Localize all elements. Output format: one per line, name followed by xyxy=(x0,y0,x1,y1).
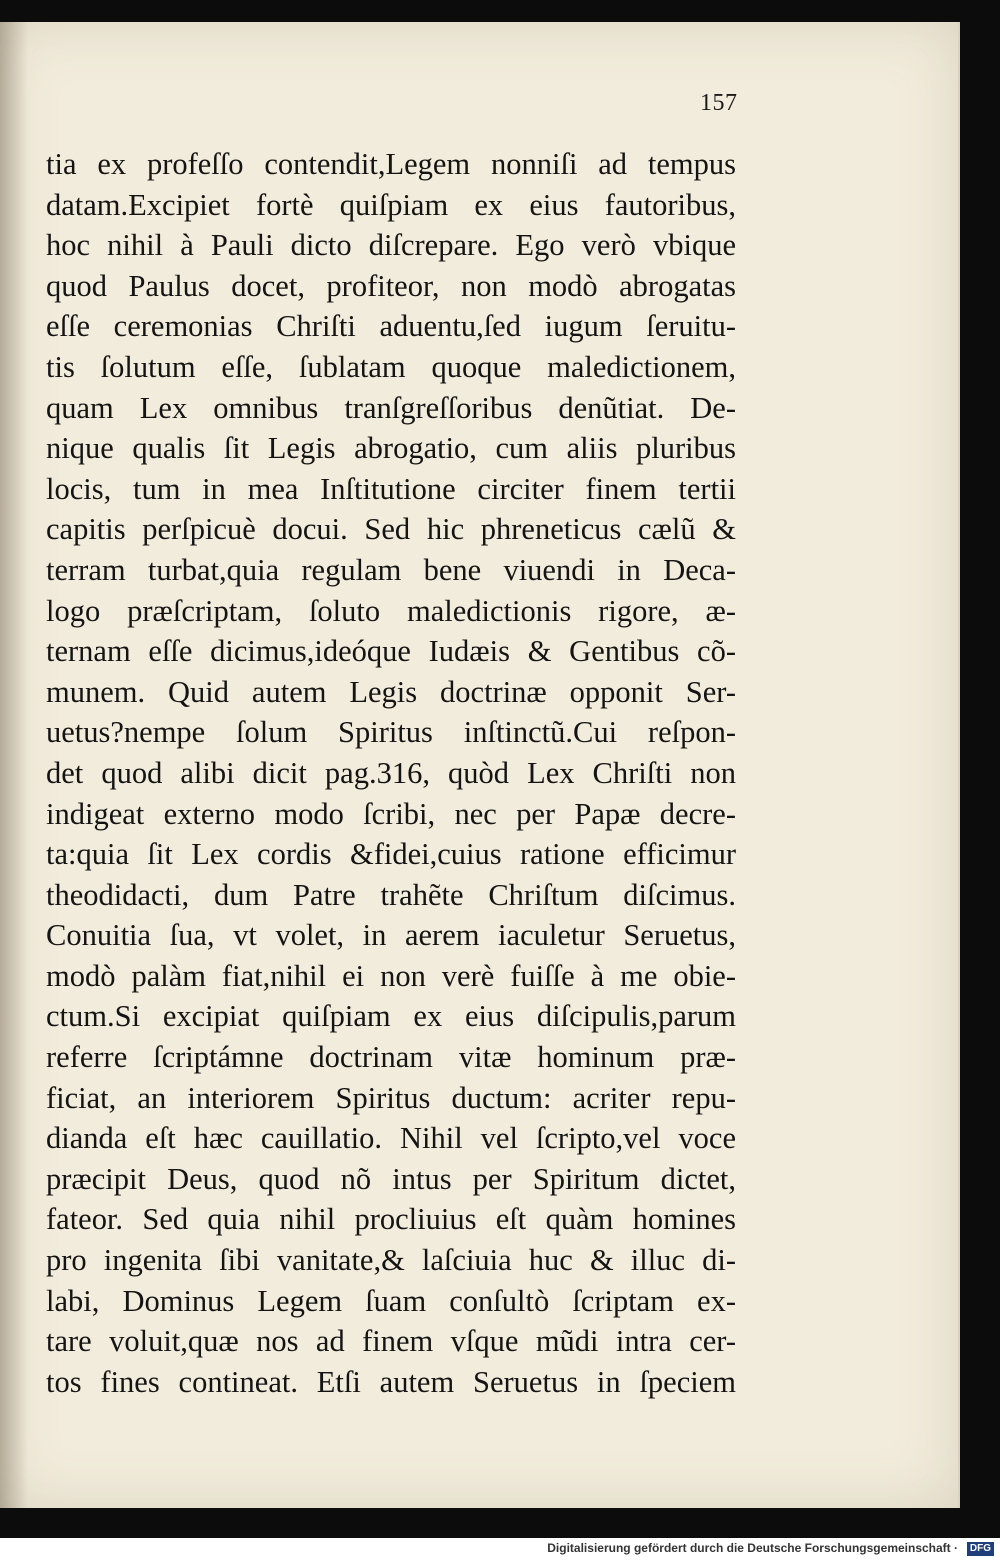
text-line: pro ingenita ſibi vanitate,& laſciuia huc & illuc di- xyxy=(46,1243,736,1278)
text-line: præcipit Deus, quod nõ intus per Spiritum dictet, xyxy=(46,1161,736,1196)
text-line: logo præſcriptam, ſoluto maledictionis rigore, æ- xyxy=(46,593,736,628)
text-line: theodidacti, dum Patre trahẽte Chriſtum diſcimus. xyxy=(46,877,736,912)
text-line: nique qualis ſit Legis abrogatio, cum aliis pluribus xyxy=(46,431,736,466)
footer-bar xyxy=(0,1538,1000,1560)
text-line: dianda eſt hæc cauillatio. Nihil vel ſcripto,vel voce xyxy=(46,1121,736,1156)
text-line: referre ſcriptámne doctrinam vitæ hominum præ- xyxy=(46,1040,736,1075)
text-line: Conuitia ſua, vt volet, in aerem iaculetur Seruetus, xyxy=(46,918,736,953)
text-line: capitis perſpicuè docui. Sed hic phreneticus cælũ & xyxy=(46,512,736,547)
page-gutter-shadow xyxy=(0,22,28,1508)
text-line: datam.Excipiet fortè quiſpiam ex eius fautoribus, xyxy=(46,187,736,222)
text-line: fateor. Sed quia nihil procliuius eſt quàm homines xyxy=(46,1202,736,1237)
text-line: uetus?nempe ſolum Spiritus inſtinctũ.Cui reſpon- xyxy=(46,715,736,750)
page-number: 157 xyxy=(700,90,738,116)
text-block xyxy=(46,144,736,1402)
text-line: ta:quia ſit Lex cordis &fidei,cuius ratione efficimur xyxy=(46,837,736,872)
dfg-logo: DFG xyxy=(967,1542,994,1556)
book-page xyxy=(0,22,960,1508)
funding-credit: Digitalisierung gefördert durch die Deutsche Forschungsgemeinschaft · xyxy=(547,1541,958,1555)
text-line: locis, tum in mea Inſtitutione circiter finem tertii xyxy=(46,471,736,506)
text-line: modò palàm fiat,nihil ei non verè fuiſſe à me obie- xyxy=(46,958,736,993)
text-line: hoc nihil à Pauli dicto diſcrepare. Ego verò vbique xyxy=(46,228,736,263)
text-line: tis ſolutum eſſe, ſublatam quoque maledictionem, xyxy=(46,349,736,384)
text-line: ternam eſſe dicimus,ideóque Iudæis & Gentibus cõ- xyxy=(46,634,736,669)
text-line: tia ex profeſſo contendit,Legem nonniſi ad tempus xyxy=(46,147,736,181)
text-line: munem. Quid autem Legis doctrinæ opponit Ser- xyxy=(46,674,736,709)
text-line: terram turbat,quia regulam bene viuendi in Deca- xyxy=(46,552,736,587)
text-line: eſſe ceremonias Chriſti aduentu,ſed iugum ſeruitu- xyxy=(46,309,736,344)
text-line: indigeat externo modo ſcribi, nec per Papæ decre- xyxy=(46,796,736,831)
text-line: labi, Dominus Legem ſuam conſultò ſcriptam ex- xyxy=(46,1283,736,1318)
text-line: tos fines contineat. Etſi autem Seruetus in ſpeciem xyxy=(46,1364,736,1399)
text-line: tare voluit,quæ nos ad finem vſque mũdi intra cer- xyxy=(46,1324,736,1359)
text-line: quod Paulus docet, profiteor, non modò abrogatas xyxy=(46,268,736,303)
text-line: det quod alibi dicit pag.316, quòd Lex Chriſti non xyxy=(46,755,736,790)
text-line: quam Lex omnibus tranſgreſſoribus denũtiat. De- xyxy=(46,390,736,425)
text-line: ficiat, an interiorem Spiritus ductum: acriter repu- xyxy=(46,1080,736,1115)
text-line: ctum.Si excipiat quiſpiam ex eius diſcipulis,parum xyxy=(46,999,736,1034)
